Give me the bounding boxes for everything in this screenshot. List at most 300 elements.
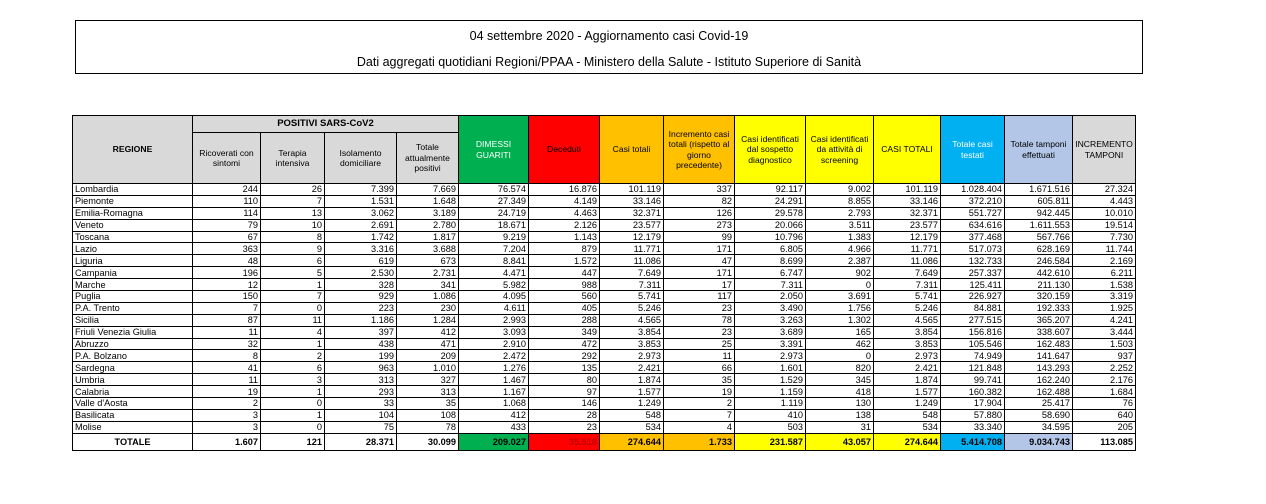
table-cell: 32.371 <box>600 207 664 219</box>
table-cell: 76 <box>1073 398 1136 410</box>
table-cell: 9 <box>261 243 325 255</box>
table-cell: 3.691 <box>806 291 874 303</box>
table-cell: 3.511 <box>806 219 874 231</box>
table-cell: 2.387 <box>806 255 874 267</box>
table-cell: 2.793 <box>806 207 874 219</box>
region-name: Umbria <box>73 374 193 386</box>
table-cell: 162.488 <box>1005 386 1073 398</box>
table-row <box>73 421 1136 433</box>
table-cell: 3.490 <box>735 302 806 314</box>
table-cell: 2.421 <box>600 362 664 374</box>
table-cell: 34.595 <box>1005 421 1073 433</box>
table-row <box>73 350 1136 362</box>
table-cell: 471 <box>397 338 459 350</box>
totals-cell: 274.644 <box>600 433 664 450</box>
table-cell: 397 <box>325 326 397 338</box>
table-cell: 132.733 <box>941 255 1005 267</box>
region-name: Piemonte <box>73 195 193 207</box>
table-cell: 35 <box>397 398 459 410</box>
table-row <box>73 219 1136 231</box>
table-cell: 4.611 <box>459 302 529 314</box>
table-cell: 78 <box>664 314 735 326</box>
table-cell: 338.607 <box>1005 326 1073 338</box>
table-cell: 99.741 <box>941 374 1005 386</box>
table-cell: 1.648 <box>397 195 459 207</box>
table-cell: 156.816 <box>941 326 1005 338</box>
table-cell: 5 <box>261 267 325 279</box>
table-cell: 11.771 <box>874 243 941 255</box>
table-cell: 963 <box>325 362 397 374</box>
table-cell: 273 <box>664 219 735 231</box>
table-cell: 171 <box>664 267 735 279</box>
table-cell: 7.311 <box>600 279 664 291</box>
table-cell: 0 <box>261 398 325 410</box>
table-cell: 1.249 <box>600 398 664 410</box>
table-row <box>73 255 1136 267</box>
table-cell: 442.610 <box>1005 267 1073 279</box>
table-cell: 3.854 <box>874 326 941 338</box>
table-cell: 365.207 <box>1005 314 1073 326</box>
table-cell: 3.444 <box>1073 326 1136 338</box>
table-row <box>73 326 1136 338</box>
table-cell: 2.910 <box>459 338 529 350</box>
table-cell: 74.949 <box>941 350 1005 362</box>
table-cell: 1.684 <box>1073 386 1136 398</box>
table-cell: 24.719 <box>459 207 529 219</box>
header-testati: Totale casi testati <box>941 116 1005 184</box>
table-row <box>73 398 1136 410</box>
table-cell: 1.068 <box>459 398 529 410</box>
table-cell: 101.119 <box>874 184 941 196</box>
table-cell: 4 <box>261 326 325 338</box>
table-cell: 7.669 <box>397 184 459 196</box>
header-ricoverati: Ricoverati con sintomi <box>193 133 261 184</box>
table-cell: 7 <box>664 409 735 421</box>
table-cell: 104 <box>325 409 397 421</box>
table-row <box>73 207 1136 219</box>
table-cell: 447 <box>529 267 600 279</box>
table-cell: 160.382 <box>941 386 1005 398</box>
table-cell: 1.167 <box>459 386 529 398</box>
table-cell: 2.973 <box>735 350 806 362</box>
totals-cell: 1.607 <box>193 433 261 450</box>
table-cell: 199 <box>325 350 397 362</box>
table-cell: 246.584 <box>1005 255 1073 267</box>
report-header <box>75 20 1143 74</box>
table-cell: 1.302 <box>806 314 874 326</box>
table-cell: 640 <box>1073 409 1136 421</box>
table-cell: 560 <box>529 291 600 303</box>
covid-data-table <box>72 115 1136 451</box>
table-cell: 503 <box>735 421 806 433</box>
table-cell: 3.319 <box>1073 291 1136 303</box>
table-cell: 130 <box>806 398 874 410</box>
region-name: Valle d'Aosta <box>73 398 193 410</box>
table-cell: 209 <box>397 350 459 362</box>
region-name: P.A. Trento <box>73 302 193 314</box>
totals-cell: 274.644 <box>874 433 941 450</box>
table-cell: 534 <box>874 421 941 433</box>
table-cell: 5.246 <box>600 302 664 314</box>
table-cell: 2.252 <box>1073 362 1136 374</box>
table-cell: 8.699 <box>735 255 806 267</box>
table-cell: 33.146 <box>874 195 941 207</box>
table-cell: 4 <box>664 421 735 433</box>
table-cell: 1.529 <box>735 374 806 386</box>
table-cell: 57.880 <box>941 409 1005 421</box>
table-cell: 126 <box>664 207 735 219</box>
table-cell: 1 <box>261 338 325 350</box>
table-cell: 8 <box>193 350 261 362</box>
table-cell: 10.796 <box>735 231 806 243</box>
table-cell: 5.982 <box>459 279 529 291</box>
region-name: Basilicata <box>73 409 193 421</box>
table-cell: 31 <box>806 421 874 433</box>
table-cell: 5.246 <box>874 302 941 314</box>
table-cell: 345 <box>806 374 874 386</box>
table-cell: 108 <box>397 409 459 421</box>
table-cell: 8.855 <box>806 195 874 207</box>
table-cell: 138 <box>806 409 874 421</box>
table-cell: 820 <box>806 362 874 374</box>
table-cell: 341 <box>397 279 459 291</box>
table-cell: 75 <box>325 421 397 433</box>
table-cell: 11 <box>664 350 735 362</box>
table-cell: 4.149 <box>529 195 600 207</box>
table-cell: 472 <box>529 338 600 350</box>
table-cell: 3.391 <box>735 338 806 350</box>
table-cell: 1 <box>261 386 325 398</box>
table-cell: 7.399 <box>325 184 397 196</box>
table-cell: 377.468 <box>941 231 1005 243</box>
table-cell: 47 <box>664 255 735 267</box>
table-cell: 12.179 <box>874 231 941 243</box>
table-cell: 87 <box>193 314 261 326</box>
table-cell: 4.463 <box>529 207 600 219</box>
table-cell: 372.210 <box>941 195 1005 207</box>
table-cell: 12.179 <box>600 231 664 243</box>
header-deceduti: Deceduti <box>529 116 600 184</box>
table-cell: 2.691 <box>325 219 397 231</box>
table-cell: 1.010 <box>397 362 459 374</box>
totals-cell: 1.733 <box>664 433 735 450</box>
totals-cell: 35.518 <box>529 433 600 450</box>
table-cell: 226.927 <box>941 291 1005 303</box>
table-cell: 135 <box>529 362 600 374</box>
header-incremento-tamponi: INCREMENTO TAMPONI <box>1073 116 1136 184</box>
region-name: Calabria <box>73 386 193 398</box>
table-cell: 146 <box>529 398 600 410</box>
table-cell: 99 <box>664 231 735 243</box>
table-cell: 23 <box>664 302 735 314</box>
table-cell: 244 <box>193 184 261 196</box>
table-cell: 2.973 <box>874 350 941 362</box>
table-cell: 84.881 <box>941 302 1005 314</box>
table-cell: 320.159 <box>1005 291 1073 303</box>
table-cell: 25 <box>664 338 735 350</box>
table-cell: 1.086 <box>397 291 459 303</box>
table-cell: 313 <box>325 374 397 386</box>
table-cell: 8 <box>261 231 325 243</box>
table-cell: 0 <box>806 350 874 362</box>
table-cell: 605.811 <box>1005 195 1073 207</box>
table-row <box>73 302 1136 314</box>
totals-label: TOTALE <box>73 433 193 450</box>
table-cell: 223 <box>325 302 397 314</box>
table-cell: 3 <box>261 374 325 386</box>
region-name: Puglia <box>73 291 193 303</box>
region-name: Liguria <box>73 255 193 267</box>
table-row <box>73 409 1136 421</box>
table-cell: 534 <box>600 421 664 433</box>
table-cell: 17 <box>664 279 735 291</box>
region-name: Lazio <box>73 243 193 255</box>
table-cell: 4.095 <box>459 291 529 303</box>
table-cell: 150 <box>193 291 261 303</box>
table-cell: 937 <box>1073 350 1136 362</box>
table-cell: 929 <box>325 291 397 303</box>
table-cell: 6.747 <box>735 267 806 279</box>
table-cell: 26 <box>261 184 325 196</box>
table-cell: 92.117 <box>735 184 806 196</box>
table-cell: 32 <box>193 338 261 350</box>
region-name: Toscana <box>73 231 193 243</box>
totals-cell: 121 <box>261 433 325 450</box>
report-title: 04 settembre 2020 - Aggiornamento casi Covid-19 <box>469 29 749 43</box>
table-cell: 11.086 <box>874 255 941 267</box>
table-cell: 3.189 <box>397 207 459 219</box>
table-cell: 196 <box>193 267 261 279</box>
table-cell: 1.817 <box>397 231 459 243</box>
table-cell: 7 <box>261 195 325 207</box>
table-cell: 438 <box>325 338 397 350</box>
table-cell: 313 <box>397 386 459 398</box>
table-cell: 2.731 <box>397 267 459 279</box>
table-cell: 125.411 <box>941 279 1005 291</box>
table-row <box>73 195 1136 207</box>
header-dimessi: DIMESSI GUARITI <box>459 116 529 184</box>
table-cell: 230 <box>397 302 459 314</box>
table-cell: 0 <box>806 279 874 291</box>
region-name: P.A. Bolzano <box>73 350 193 362</box>
table-cell: 1.531 <box>325 195 397 207</box>
table-row <box>73 231 1136 243</box>
table-cell: 101.119 <box>600 184 664 196</box>
table-cell: 3.263 <box>735 314 806 326</box>
table-cell: 143.293 <box>1005 362 1073 374</box>
table-cell: 58.690 <box>1005 409 1073 421</box>
table-cell: 1.577 <box>874 386 941 398</box>
table-cell: 11 <box>261 314 325 326</box>
table-cell: 7.649 <box>874 267 941 279</box>
table-cell: 16.876 <box>529 184 600 196</box>
table-row <box>73 314 1136 326</box>
table-cell: 567.766 <box>1005 231 1073 243</box>
table-cell: 11.744 <box>1073 243 1136 255</box>
table-cell: 121.848 <box>941 362 1005 374</box>
table-cell: 1.742 <box>325 231 397 243</box>
table-cell: 7 <box>193 302 261 314</box>
table-cell: 2 <box>261 350 325 362</box>
table-cell: 288 <box>529 314 600 326</box>
table-cell: 328 <box>325 279 397 291</box>
table-cell: 1 <box>261 409 325 421</box>
table-cell: 23.577 <box>874 219 941 231</box>
table-cell: 1.756 <box>806 302 874 314</box>
table-cell: 277.515 <box>941 314 1005 326</box>
table-cell: 1.925 <box>1073 302 1136 314</box>
table-cell: 3.853 <box>874 338 941 350</box>
region-name: Campania <box>73 267 193 279</box>
region-name: Sardegna <box>73 362 193 374</box>
region-name: Molise <box>73 421 193 433</box>
table-row <box>73 362 1136 374</box>
table-cell: 327 <box>397 374 459 386</box>
table-cell: 0 <box>261 302 325 314</box>
header-terapia: Terapia intensiva <box>261 133 325 184</box>
totals-row <box>73 433 1136 450</box>
table-cell: 1.249 <box>874 398 941 410</box>
table-cell: 171 <box>664 243 735 255</box>
table-cell: 9.002 <box>806 184 874 196</box>
table-cell: 1.601 <box>735 362 806 374</box>
table-cell: 8.841 <box>459 255 529 267</box>
table-cell: 66 <box>664 362 735 374</box>
header-isolamento: Isolamento domiciliare <box>325 133 397 184</box>
table-cell: 1.538 <box>1073 279 1136 291</box>
totals-cell: 113.085 <box>1073 433 1136 450</box>
table-cell: 405 <box>529 302 600 314</box>
region-name: Emilia-Romagna <box>73 207 193 219</box>
table-cell: 3.062 <box>325 207 397 219</box>
totals-cell: 30.099 <box>397 433 459 450</box>
table-cell: 292 <box>529 350 600 362</box>
table-cell: 23.577 <box>600 219 664 231</box>
table-cell: 114 <box>193 207 261 219</box>
table-cell: 1.186 <box>325 314 397 326</box>
table-cell: 19 <box>193 386 261 398</box>
region-name: Friuli Venezia Giulia <box>73 326 193 338</box>
table-cell: 1.874 <box>600 374 664 386</box>
totals-cell: 43.057 <box>806 433 874 450</box>
table-cell: 349 <box>529 326 600 338</box>
table-cell: 7 <box>261 291 325 303</box>
table-cell: 205 <box>1073 421 1136 433</box>
table-row <box>73 184 1136 196</box>
table-cell: 12 <box>193 279 261 291</box>
table-row <box>73 267 1136 279</box>
table-cell: 2.530 <box>325 267 397 279</box>
table-cell: 1.284 <box>397 314 459 326</box>
region-name: Marche <box>73 279 193 291</box>
table-cell: 412 <box>459 409 529 421</box>
table-cell: 2 <box>193 398 261 410</box>
table-cell: 2.126 <box>529 219 600 231</box>
table-cell: 10.010 <box>1073 207 1136 219</box>
table-cell: 29.578 <box>735 207 806 219</box>
table-cell: 11.086 <box>600 255 664 267</box>
totals-cell: 5.414.708 <box>941 433 1005 450</box>
table-cell: 162.240 <box>1005 374 1073 386</box>
table-row <box>73 374 1136 386</box>
header-tamponi: Totale tamponi effettuati <box>1005 116 1073 184</box>
table-cell: 80 <box>529 374 600 386</box>
table-cell: 2.176 <box>1073 374 1136 386</box>
header-screening: Casi identificati da attività di screening <box>806 116 874 184</box>
header-incremento-casi: Incremento casi totali (rispetto al giorno precedente) <box>664 116 735 184</box>
table-cell: 942.445 <box>1005 207 1073 219</box>
table-cell: 6.211 <box>1073 267 1136 279</box>
table-cell: 4.471 <box>459 267 529 279</box>
table-cell: 257.337 <box>941 267 1005 279</box>
header-regione: REGIONE <box>73 116 193 184</box>
table-cell: 0 <box>261 421 325 433</box>
table-cell: 48 <box>193 255 261 267</box>
table-cell: 3.093 <box>459 326 529 338</box>
table-cell: 3.688 <box>397 243 459 255</box>
table-cell: 20.066 <box>735 219 806 231</box>
table-cell: 988 <box>529 279 600 291</box>
table-cell: 117 <box>664 291 735 303</box>
header-positivi-group: POSITIVI SARS-CoV2 <box>193 116 459 133</box>
table-cell: 67 <box>193 231 261 243</box>
table-cell: 4.966 <box>806 243 874 255</box>
table-cell: 23 <box>664 326 735 338</box>
table-cell: 902 <box>806 267 874 279</box>
table-cell: 11 <box>193 374 261 386</box>
table-cell: 162.483 <box>1005 338 1073 350</box>
table-cell: 4.565 <box>874 314 941 326</box>
table-cell: 1.276 <box>459 362 529 374</box>
table-cell: 517.073 <box>941 243 1005 255</box>
header-sospetto: Casi identificati dal sospetto diagnostico <box>735 116 806 184</box>
table-cell: 24.291 <box>735 195 806 207</box>
table-cell: 433 <box>459 421 529 433</box>
header-casi-totali: Casi totali <box>600 116 664 184</box>
table-cell: 548 <box>874 409 941 421</box>
totals-cell: 9.034.743 <box>1005 433 1073 450</box>
table-cell: 19.514 <box>1073 219 1136 231</box>
region-name: Veneto <box>73 219 193 231</box>
table-cell: 105.546 <box>941 338 1005 350</box>
table-cell: 628.169 <box>1005 243 1073 255</box>
table-cell: 1.467 <box>459 374 529 386</box>
table-cell: 13 <box>261 207 325 219</box>
table-cell: 9.219 <box>459 231 529 243</box>
table-cell: 1.119 <box>735 398 806 410</box>
table-cell: 2.421 <box>874 362 941 374</box>
table-cell: 11.771 <box>600 243 664 255</box>
header-totale-positivi: Totale attualmente positivi <box>397 133 459 184</box>
table-cell: 165 <box>806 326 874 338</box>
table-cell: 634.616 <box>941 219 1005 231</box>
table-cell: 7.311 <box>735 279 806 291</box>
table-cell: 1 <box>261 279 325 291</box>
report-subtitle: Dati aggregati quotidiani Regioni/PPAA - Ministero della Salute - Istituto Superiore di Sanità <box>356 55 862 69</box>
table-cell: 1.611.553 <box>1005 219 1073 231</box>
table-row <box>73 386 1136 398</box>
table-cell: 7.311 <box>874 279 941 291</box>
region-name: Sicilia <box>73 314 193 326</box>
table-cell: 2.973 <box>600 350 664 362</box>
header-casi-totali-2: CASI TOTALI <box>874 116 941 184</box>
table-cell: 17.904 <box>941 398 1005 410</box>
table-cell: 3.853 <box>600 338 664 350</box>
table-cell: 2.169 <box>1073 255 1136 267</box>
table-row <box>73 338 1136 350</box>
table-cell: 76.574 <box>459 184 529 196</box>
table-cell: 27.349 <box>459 195 529 207</box>
